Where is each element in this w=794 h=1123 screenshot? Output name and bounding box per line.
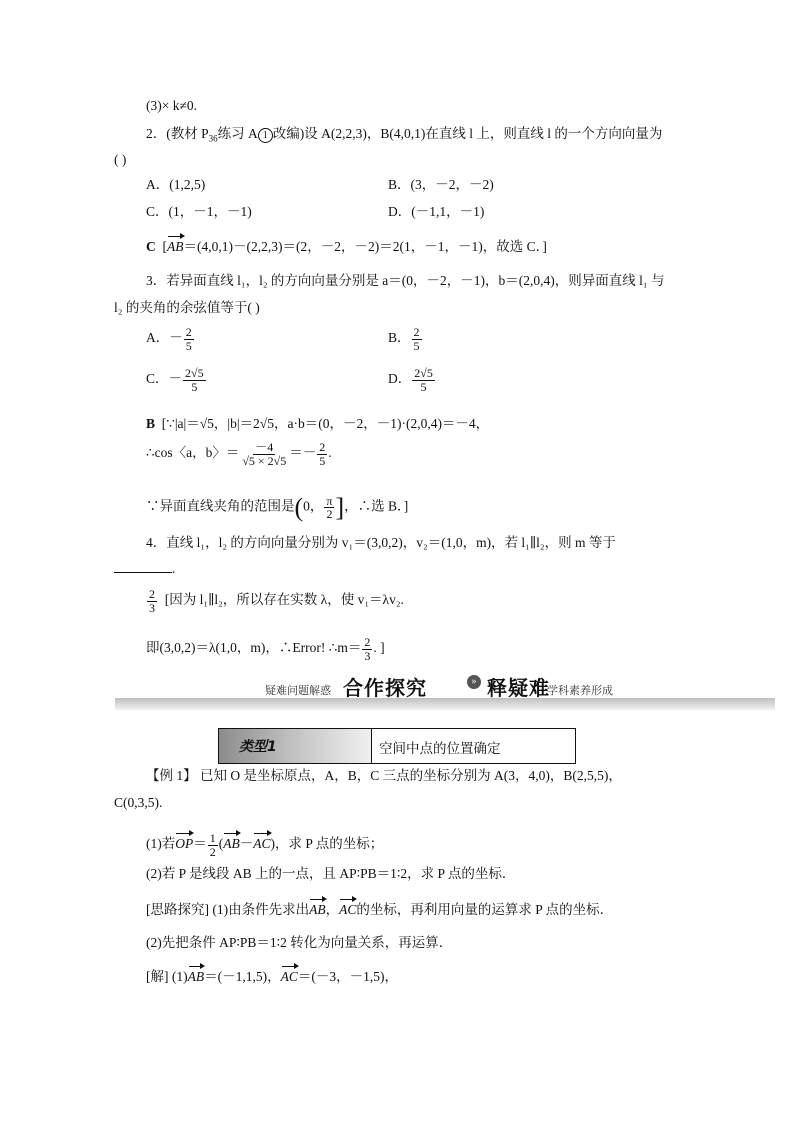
q2-answer-bracket: [ [162,239,167,254]
banner-left-text: 疑难问题解惑 [265,685,331,697]
q2-sub: 36 [208,133,218,144]
numerator: 2 [413,325,420,339]
denominator: 3 [364,648,371,663]
q3-answer-line1 [146,416,489,432]
q3-c-label: C．－ [146,371,183,387]
denominator: 3 [149,600,155,615]
denominator: 2 [326,507,333,522]
numerator: π [326,493,333,508]
numerator: 1 [209,831,216,845]
period: . ] [373,640,385,656]
q2-pre: 2．(教材 P [146,126,209,141]
q2-post: 改编)设 A(2,2,3)，B(4,0,1)在直线 l 上，则直线 l 的一个方向向量为 [272,126,663,141]
type-box [218,728,576,764]
fraction [183,367,206,393]
banner-arrow-icon: » [467,675,481,689]
numerator: 2 [364,635,371,649]
think-line1 [146,902,613,918]
q4-answer-text2: 即(3,0,2)＝λ(1,0，m)，∴Error! ∴m＝ [146,640,362,656]
q3-option-b [388,326,423,352]
vector-ac: AC [253,836,271,852]
denominator: 5 [319,453,326,468]
example1-part2: (2)若 P 是线段 AB 上的一点，且 AP∶PB＝1∶2，求 P 点的坐标． [146,866,516,881]
q4-line1: 4．直线 l₁，l₂ 的方向向量分别为 v₁＝(3,0,2)，v₂＝(1,0，m)，若 l₁∥l₂，则 m 等于 [146,535,616,550]
fraction [324,495,334,521]
select-b-text: ，∴选 B．] [344,498,409,514]
q2-mid: 练习 A [217,126,258,141]
open-paren: ( [218,836,224,852]
fraction [362,636,372,662]
q2-option-b: B．(3，－2，－2) [388,177,494,192]
period: . [328,445,332,461]
q4-answer-text: [因为 l₁∥l₂，所以存在实数 λ，使 v₁＝λv₂. [164,592,404,608]
vector-ac: AC [339,902,357,917]
section-banner [115,672,775,714]
example1-line2: C(0,3,5). [114,795,163,810]
denominator: 5 [413,338,420,353]
answer-blank [114,572,172,573]
vector-ab: AB [223,836,240,852]
think-pre: [思路探究] (1)由条件先求出 [146,902,310,917]
banner-title-1: 合作探究 [343,676,427,700]
banner-right-text: 学科素养形成 [547,685,613,697]
q3-answer-letter: B [146,416,156,431]
comma: ， [325,902,340,917]
cos-text: ∴cos〈a，b〉＝ [146,445,240,461]
example1-line1: 【例 1】 已知 O 是坐标原点，A，B，C 三点的坐标分别为 A(3，4,0)，B(2,5,5)， [146,768,622,783]
numerator: －4 [255,440,274,454]
denominator: 2 [209,844,216,859]
numerator: 2 [185,325,192,339]
denominator: 5 [191,379,198,394]
denominator: √5 × 2√5 [242,453,287,468]
q3-option-c [146,367,207,393]
q2-option-d: D．(－1,1，－1) [388,204,485,219]
q3-b-label: B． [388,330,411,346]
q3-a-label: A．－ [146,330,183,346]
fraction [208,832,218,858]
numerator: 2 [319,440,326,454]
question-2 [146,126,662,144]
equals: ＝ [193,836,207,852]
vector-ab: AB [167,239,184,254]
q4-answer-line1 [146,588,404,614]
q2-paren: ( ) [114,152,127,167]
q2-answer-letter: C [146,239,156,254]
think-line2: (2)先把条件 AP∶PB＝1∶2 转化为向量关系，再运算． [146,935,453,950]
q2-answer-text: ＝(4,0,1)－(2,2,3)＝(2，－2，－2)＝2(1，－1，－1)，故选 C．] [183,239,547,254]
circled-number: 1 [258,128,273,143]
q3-line2: l₂ 的夹角的余弦值等于( ) [114,300,260,315]
numerator: 2√5 [185,366,204,380]
fraction [184,326,194,352]
vector-op: OP [175,836,194,852]
type-title: 空间中点的位置确定 [379,741,501,756]
q3-answer-text: [∵|a|＝√5，|b|＝2√5，a·b＝(0，－2，－1)·(2,0,4)＝－4， [161,416,490,431]
answer-line: (3)× k≠0. [146,98,198,113]
vector-ab: AB [187,969,205,984]
range-text: ∵异面直线夹角的范围是 [146,498,295,514]
q3-option-d [388,367,436,393]
q3-answer-line2 [146,441,332,467]
banner-title-2: 释疑难 [487,676,550,700]
fraction [412,326,422,352]
solution-pre: [解] (1) [146,969,188,984]
q3-line1: 3．若异面直线 l₁，l₂ 的方向向量分别是 a＝(0，－2，－1)，b＝(2,0,4)，则异面直线 l₁ 与 [146,273,665,288]
fraction [317,441,327,467]
period: . [172,561,176,576]
denominator: 5 [420,379,427,394]
fraction [147,588,157,614]
fraction [240,441,288,467]
part1-post: )，求 P 点的坐标； [270,836,384,852]
vector-ac: AC [280,969,298,984]
q3-option-a [146,326,195,352]
example1-part1 [146,832,383,858]
think-post: 的坐标，再利用向量的运算求 P 点的坐标． [356,902,614,917]
q2-option-a: A．(1,2,5) [146,177,206,192]
fraction [412,367,435,393]
numerator: 2√5 [414,366,433,380]
denominator: 5 [185,338,192,353]
q2-answer [146,239,547,255]
vector-ab: AB [309,902,326,917]
q4-line2 [114,561,175,577]
equals: ＝－ [289,445,317,461]
banner-shade [115,698,775,710]
q3-answer-line3: ∵异面直线夹角的范围是(0， $\frac{\pi}{2}$ ]，∴选 B．] [146,493,409,522]
q4-answer-line2 [146,636,385,662]
numerator: 2 [149,587,155,601]
type-tag [219,729,372,763]
type-tag-label: 类型1 [239,739,277,755]
minus: － [239,836,254,852]
part1-pre: (1)若 [146,836,176,852]
solution-line1 [146,969,398,985]
solution-post: ＝(－3，－1,5)， [297,969,398,984]
q2-option-c: C．(1，－1，－1) [146,204,252,219]
interval-start: 0， [303,498,324,514]
q3-d-label: D． [388,371,412,387]
solution-mid: ＝(－1,1,5)， [204,969,281,984]
